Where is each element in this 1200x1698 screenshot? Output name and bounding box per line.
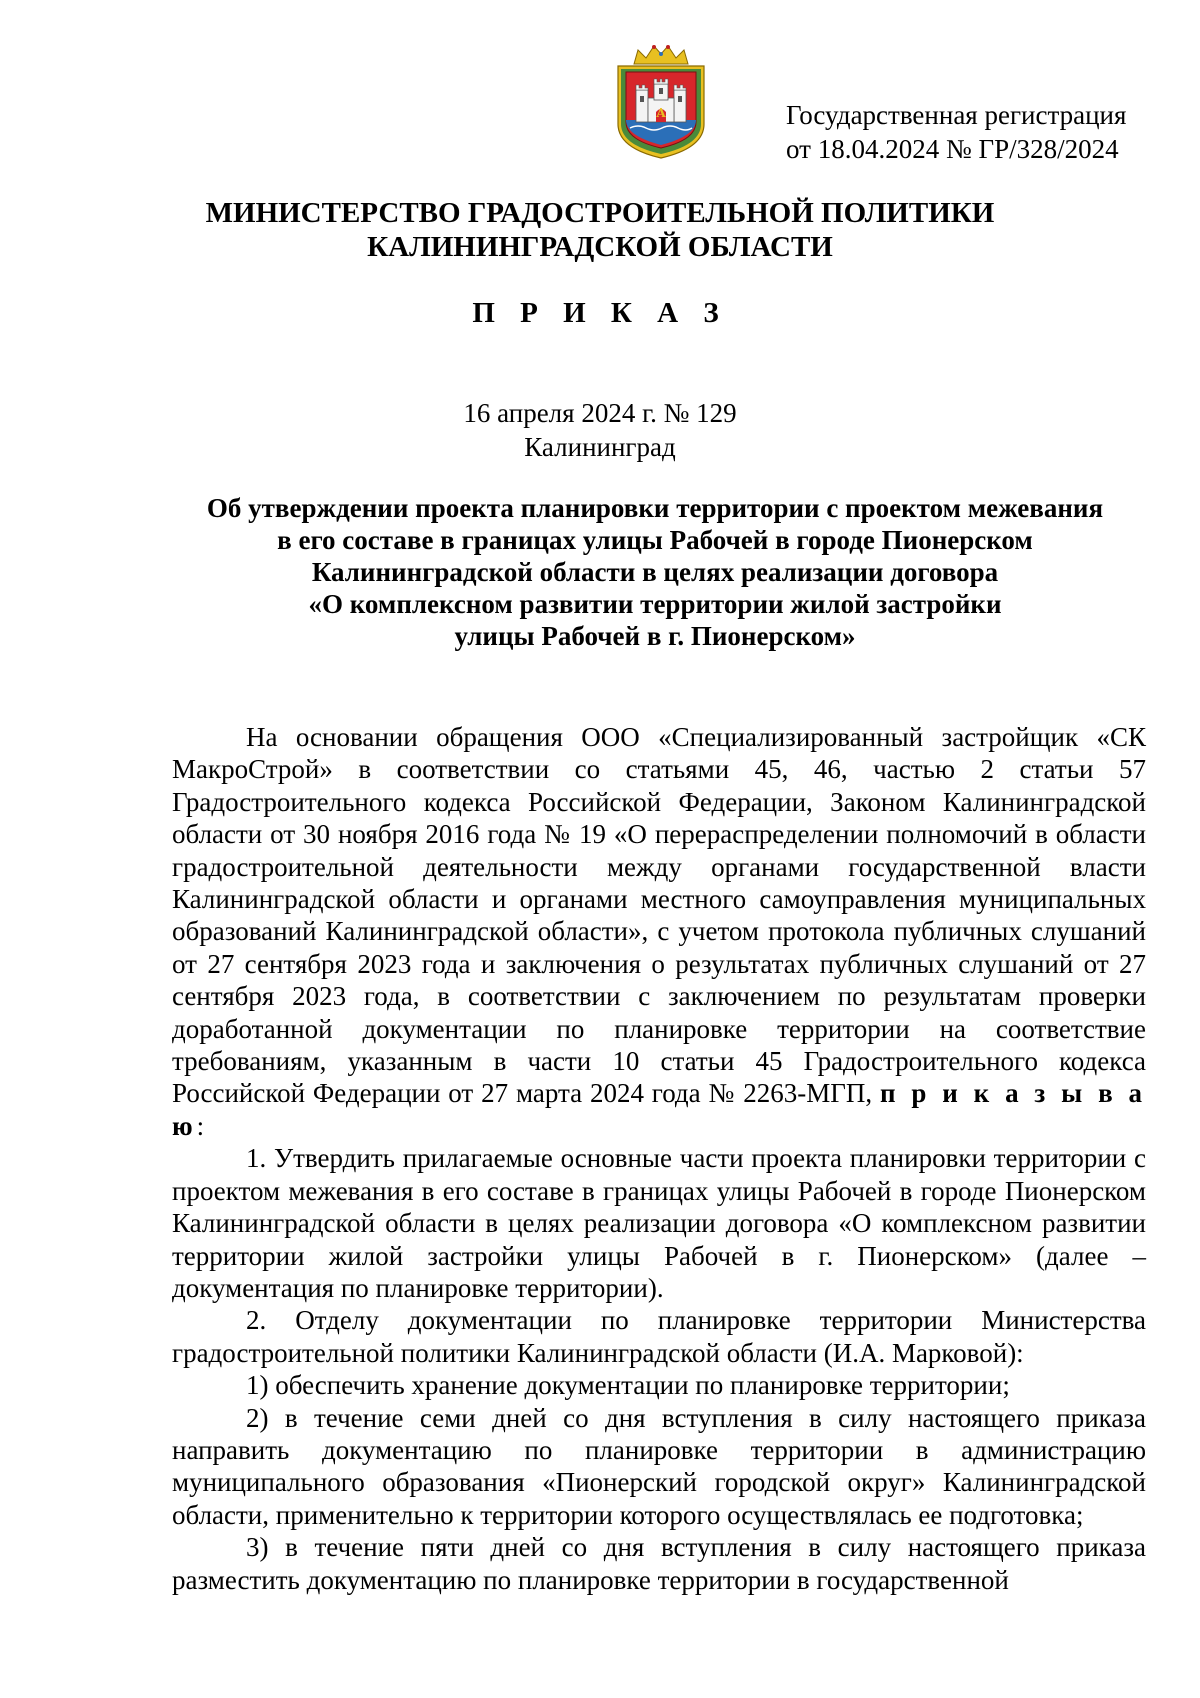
preamble-text: На основании обращения ООО «Специализированный застройщик «СК МакроСтрой» в соответствии со статьями 45, 46, частью 2 статьи 57 Градостроительного кодекса Российской Федерации, Законом Калининградской области от 30 ноября 2016 года № 19 «О перераспределении полномочий в области градостроительной деятельности между органами государственной власти Калининградской области и органами местного самоуправления муниципальных образований Калининградской области», с учетом протокола публичных слушаний от 27 сентября 2023 года и заключения о результатах публичных слушаний от 27 сентября 2023 года, в соответствии с заключением по результатам проверки доработанной документации по планировке территории на соответствие требованиям, указанным в части 10 статьи 45 Градостроительного кодекса Российской Федерации от 27 марта 2024 года № 2263-МГП, — [172, 722, 1146, 1109]
registration-line-2: от 18.04.2024 № ГР/328/2024 — [786, 134, 1119, 164]
document-type-heading: П Р И К А З — [472, 297, 728, 329]
item-2-3-paragraph: 3) в течение пяти дней со дня вступления в силу настоящего приказа разместить документацию по планировке территории в государственной — [172, 1532, 1146, 1595]
order-subject — [170, 492, 1140, 652]
subject-line-4: «О комплексном развитии территории жилой застройки — [308, 589, 1002, 619]
decree-colon: : — [196, 1110, 205, 1141]
order-date-and-number-block — [0, 396, 1200, 464]
subject-line-3: Калининградской области в целях реализации договора — [311, 557, 999, 587]
order-city: Калининград — [524, 432, 676, 462]
item-2-2-paragraph: 2) в течение семи дней со дня вступления в силу настоящего приказа направить документацию по планировке территории в администрацию муниципального образования «Пионерский городской округ» Калининградской области, применительно к территории которого осуществлялась ее подготовка; — [172, 1402, 1146, 1530]
state-registration-stamp — [786, 98, 1186, 166]
subject-line-1: Об утверждении проекта планировки территории с проектом межевания — [206, 493, 1104, 523]
kaliningrad-coat-of-arms-icon — [612, 44, 710, 160]
ministry-line-1: МИНИСТЕРСТВО ГРАДОСТРОИТЕЛЬНОЙ ПОЛИТИКИ — [205, 197, 995, 229]
subject-line-5: улицы Рабочей в г. Пионерском» — [454, 621, 856, 651]
order-body — [172, 721, 1146, 1596]
item-1-paragraph: 1. Утвердить прилагаемые основные части проекта планировки территории с проектом межевания в его составе в границах улицы Рабочей в городе Пионерском Калининградской области в целях реализации договора «О комплексном развитии территории жилой застройки улицы Рабочей в г. Пионерском» (далее – документация по планировке территории). — [172, 1143, 1146, 1303]
preamble-paragraph — [172, 721, 1146, 1142]
ministry-name — [0, 196, 1200, 264]
item-2-paragraph: 2. Отделу документации по планировке территории Министерства градостроительной политики Калининградской области (И.А. Марковой): — [172, 1305, 1146, 1368]
order-date-number: 16 апреля 2024 г. № 129 — [463, 398, 737, 428]
registration-line-1: Государственная регистрация — [786, 100, 1127, 130]
subject-line-2: в его составе в границах улицы Рабочей в городе Пионерском — [277, 525, 1033, 555]
decree-word: п р и к а з ы в а ю — [172, 1078, 1147, 1141]
svg-text:A: A — [656, 106, 666, 120]
item-2-1-paragraph: 1) обеспечить хранение документации по планировке территории; — [246, 1370, 1010, 1401]
ministry-line-2: КАЛИНИНГРАДСКОЙ ОБЛАСТИ — [367, 231, 833, 263]
